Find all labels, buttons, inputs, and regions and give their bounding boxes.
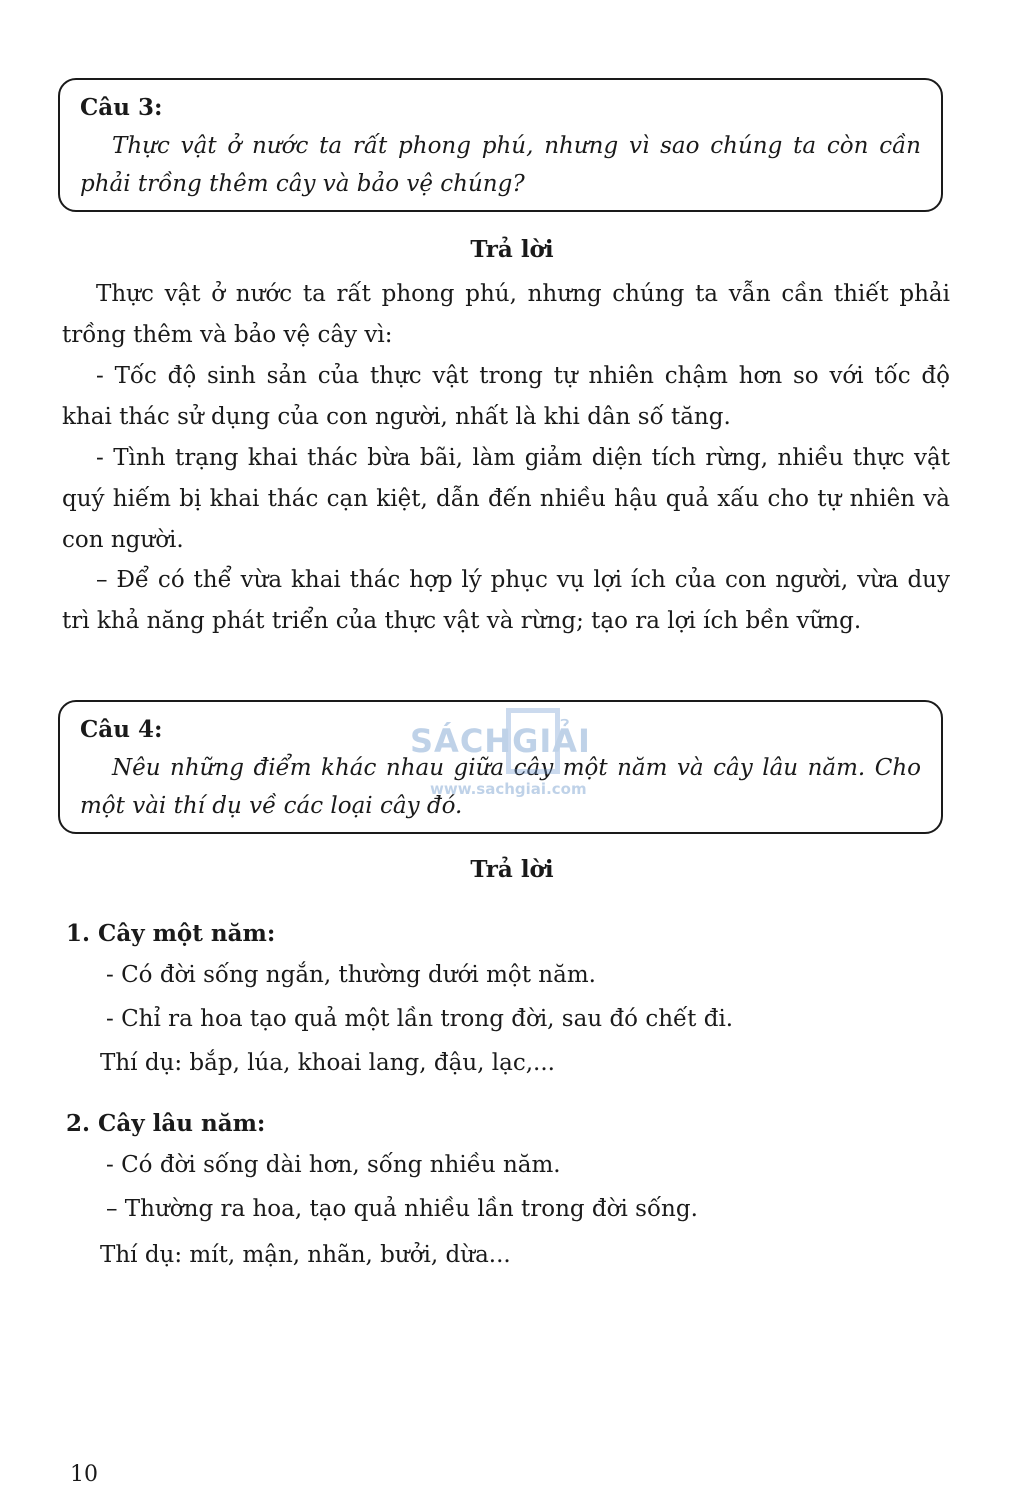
answer-4-heading: Trả lời [470, 856, 554, 883]
question-3-box [58, 78, 943, 212]
answer-3-intro: Thực vật ở nước ta rất phong phú, nhưng chúng ta vẫn cần thiết phải trồng thêm và bảo vệ cây vì: [62, 281, 950, 348]
question-4-title: Câu 4: [80, 716, 163, 743]
answer-3-point-2: - Tình trạng khai thác bừa bãi, làm giảm diện tích rừng, nhiều thực vật quý hiếm bị khai thác cạn kiệt, dẫn đến nhiều hậu quả xấu cho tự nhiên và con người. [62, 445, 950, 553]
page-number: 10 [70, 1462, 98, 1487]
section-1-line-2: - Chỉ ra hoa tạo quả một lần trong đời, sau đó chết đi. [106, 1006, 734, 1032]
watermark-brand: SÁCHGIẢI [410, 722, 591, 760]
answer-3-heading: Trả lời [470, 236, 554, 263]
section-2-example: Thí dụ: mít, mận, nhãn, bưởi, dừa... [100, 1242, 511, 1268]
question-3-text: Thực vật ở nước ta rất phong phú, nhưng vì sao chúng ta còn cần phải trồng thêm cây và bảo vệ chúng? [80, 133, 921, 197]
answer-3-point-3: – Để có thể vừa khai thác hợp lý phục vụ lợi ích của con người, vừa duy trì khả năng phát triển của thực vật và rừng; tạo ra lợi ích bền vững. [62, 567, 950, 634]
question-3-title: Câu 3: [80, 94, 163, 121]
watermark-url: www.sachgiai.com [430, 780, 587, 798]
section-1-title: 1. Cây một năm: [66, 920, 276, 947]
section-2-line-2: – Thường ra hoa, tạo quả nhiều lần trong đời sống. [106, 1196, 698, 1222]
section-1-example: Thí dụ: bắp, lúa, khoai lang, đậu, lạc,... [100, 1050, 555, 1076]
section-1-line-1: - Có đời sống ngắn, thường dưới một năm. [106, 962, 596, 988]
section-2-line-1: - Có đời sống dài hơn, sống nhiều năm. [106, 1152, 561, 1178]
answer-3-point-1: - Tốc độ sinh sản của thực vật trong tự nhiên chậm hơn so với tốc độ khai thác sử dụng của con người, nhất là khi dân số tăng. [62, 363, 950, 430]
watermark-logo [410, 708, 610, 803]
section-2-title: 2. Cây lâu năm: [66, 1110, 266, 1137]
question-4-text: Nêu những điểm khác nhau giữa cây một năm và cây lâu năm. Cho một vài thí dụ về các loại cây đó. [80, 755, 921, 819]
